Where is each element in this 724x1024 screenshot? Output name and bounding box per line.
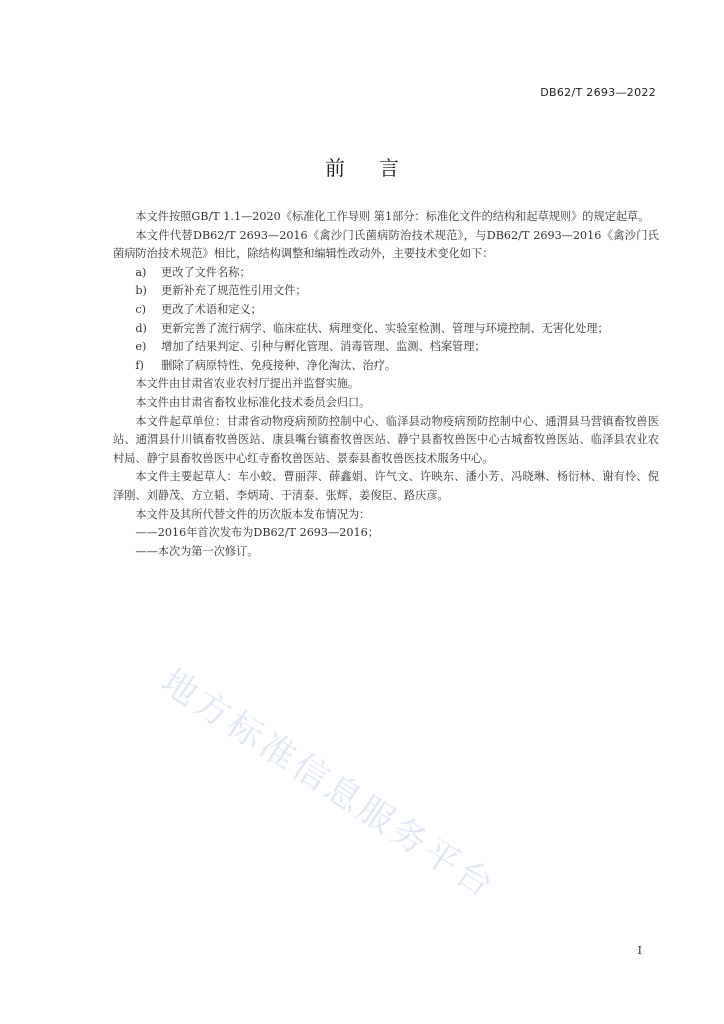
drafters-statement: 本文件主要起草人：车小蛟、曹丽萍、薛鑫娟、许气文、许映东、潘小芳、冯晓琳、杨衍林、谢有怜、倪泽刚、刘静茂、方立韬、李炳琦、于清泰、张辉、姜俊臣、路庆彦。 [113, 470, 659, 502]
history-intro: 本文件及其所代替文件的历次版本发布情况为： [135, 507, 371, 521]
list-item [113, 301, 659, 320]
list-item-text: 增加了结果判定、引种与孵化管理、消毒管理、监测、档案管理； [161, 340, 486, 354]
list-marker: d) [135, 321, 147, 335]
committee-statement: 本文件由甘肃省畜牧业标准化技术委员会归口。 [135, 395, 371, 409]
list-marker: a) [135, 265, 147, 279]
history-item: ——本次为第一次修订。 [135, 544, 259, 558]
list-item-text: 更新完善了流行病学、临床症状、病理变化、实验室检测、管理与环境控制、无害化处理； [161, 321, 609, 335]
list-item [113, 320, 659, 339]
list-marker: b) [135, 284, 147, 298]
list-item [113, 338, 659, 357]
page-number: I [637, 944, 642, 957]
page-title: 前言 [325, 156, 433, 180]
list-item [113, 264, 659, 283]
drafting-units-statement: 本文件起草单位：甘肃省动物疫病预防控制中心、临泽县动物疫病预防控制中心、通渭县马营镇畜牧兽医站、通渭县什川镇畜牧兽医站、康县嘴台镇畜牧兽医站、静宁县畜牧兽医中心古城畜牧兽医站、临泽县农业农村局、静宁县畜牧兽医中心红寺畜牧兽医站、景泰县畜牧兽医技术服务中心。 [113, 414, 659, 465]
list-item [113, 357, 659, 376]
list-marker: e) [135, 340, 147, 354]
list-marker: c) [135, 302, 147, 316]
changes-list [113, 264, 659, 376]
list-marker: f) [135, 358, 144, 372]
proposer-statement: 本文件由甘肃省农业农村厅提出并监督实施。 [135, 377, 360, 391]
list-item-text: 更改了文件名称； [161, 265, 251, 279]
list-item-text: 更新补充了规范性引用文件； [161, 284, 307, 298]
replacement-paragraph: 本文件代替DB62/T 2693—2016《禽沙门氏菌病防治技术规范》，与DB62/T 2693—2016《禽沙门氏菌病防治技术规范》相比，除结构调整和编辑性改动外，主要技术变化如下： [113, 228, 659, 261]
list-item-text: 更改了术语和定义； [161, 302, 262, 316]
history-item: ——2016年首次发布为DB62/T 2693—2016； [135, 526, 379, 540]
list-item [113, 282, 659, 301]
drafting-rule-paragraph: 本文件按照GB/T 1.1—2020《标准化工作导则 第1部分：标准化文件的结构和起草规则》的规定起草。 [135, 210, 650, 223]
document-body [113, 208, 659, 561]
list-item-text: 删除了病原特性、免疫接种、净化淘汰、治疗。 [161, 358, 397, 372]
document-code: DB62/T 2693—2022 [540, 86, 656, 99]
watermark-text: 地方标准信息服务平台 [153, 661, 503, 908]
